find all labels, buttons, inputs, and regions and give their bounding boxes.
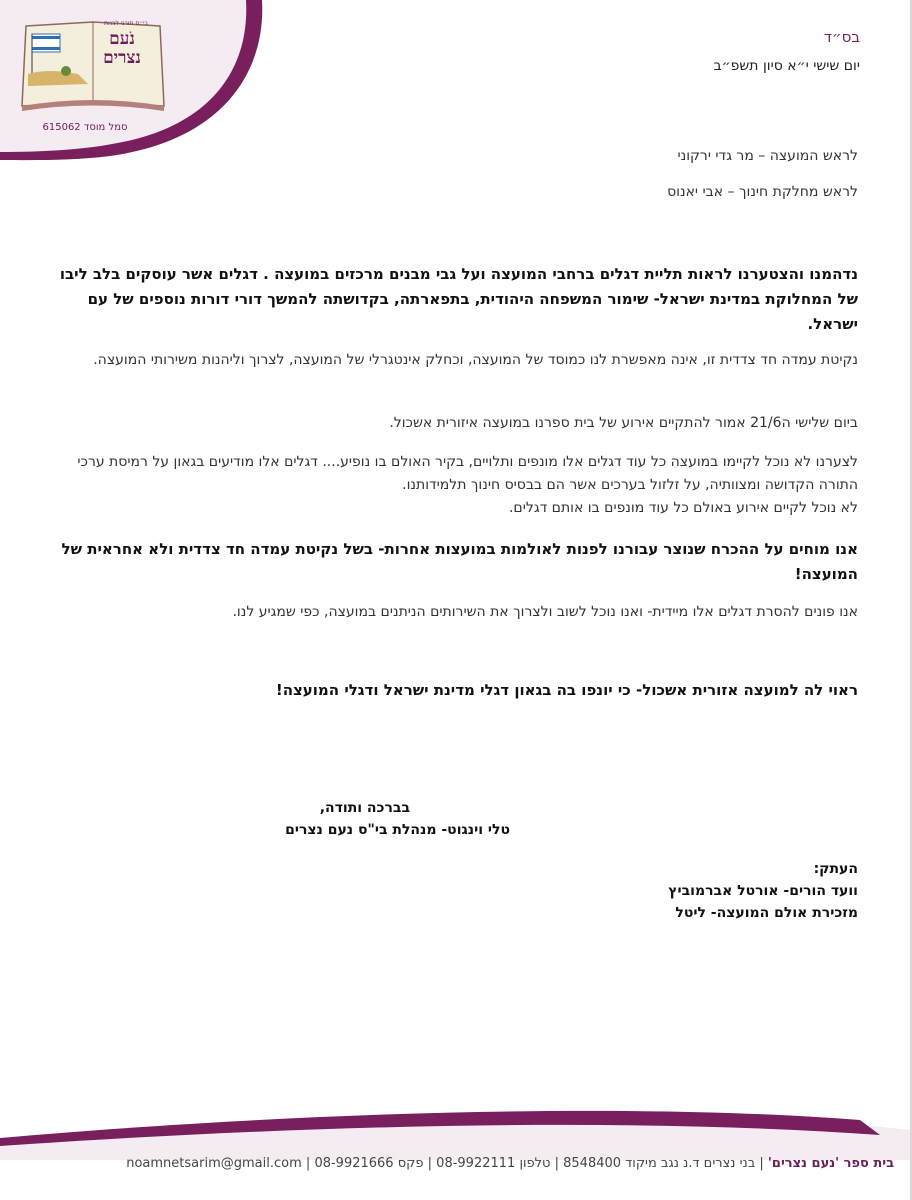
footer-curve-decoration <box>0 1080 912 1160</box>
logo-small-text: בי״ס תורני לבנות <box>104 20 148 27</box>
footer-fax: פקס 08-9921666 <box>314 1156 424 1171</box>
body-paragraph-4: לצערנו לא נוכל לקיימו במועצה כל עוד דגלים אלו מונפים ותלויים, בקיר האולם בו נופיע.... דגלים אלו מודיעים בגאון על רמיסת ערכי התורה הקדושה ומצוותיה, על זלזול בערכים אשר הם בבסיס חינוך תלמידותנו. <box>77 454 858 493</box>
footer-address: בני נצרים ד.נ נגב מיקוד 8548400 <box>563 1156 756 1171</box>
cc-item: וועד הורים- אורטל אברמוביץ <box>668 883 858 899</box>
footer-separator: | <box>305 1156 311 1171</box>
closing-blessing: בברכה ותודה, <box>319 800 410 816</box>
letter-date: יום שישי י״א סיון תשפ״ב <box>713 58 860 74</box>
bsd-heading: בס״ד <box>823 28 860 46</box>
footer-school-name: בית ספר 'נעם נצרים' <box>767 1156 894 1171</box>
logo-school-name <box>86 30 158 68</box>
logo-name-line2: נצרים <box>103 48 141 68</box>
cc-title: העתק: <box>813 861 858 877</box>
logo-name-line1: נֹעם <box>109 29 135 49</box>
body-paragraph-8: ראוי לה למועצה אזורית אשכול- כי יונפו בה בגאון דגלי מדינת ישראל ודגלי המועצה! <box>275 681 858 699</box>
body-paragraph-6: אנו מוחים על ההכרח שנוצר עבורנו לפנות לאולמות במועצות אחרות- בשל נקיטת עמדה חד צדדית ולא אחראית של המועצה! <box>61 540 858 583</box>
recipient-line: לראש מחלקת חינוך – אבי יאנוס <box>667 184 858 200</box>
footer-separator: | <box>427 1156 433 1171</box>
institution-number: סמל מוסד 615062 <box>42 122 128 133</box>
footer-contact-line <box>0 1156 912 1182</box>
signature-line: טלי וינגוט- מנהלת בי"ס נעם נצרים <box>285 822 510 838</box>
footer-email[interactable]: noamnetsarim@gmail.com <box>126 1156 302 1171</box>
footer-separator: | <box>759 1156 764 1171</box>
body-paragraph-5: לא נוכל לקיים אירוע באולם כל עוד מונפים בו אותם דגלים. <box>508 500 858 516</box>
body-paragraph-2: נקיטת עמדה חד צדדית זו, אינה מאפשרת לנו כמוסד של המועצה, וכחלק אינטגרלי של המועצה, לצרוך וליהנות משירותי המועצה. <box>93 352 858 368</box>
body-paragraph-1: נדהמנו והצטערנו לראות תליית דגלים ברחבי המועצה ועל גבי מבנים מרכזים במועצה . דגלים אשר עוסקים בלב ליבו של המחלוקת במדינת ישראל- שימור המשפחה היהודית, בתפארתה, בקדושתה להמשך דורי דורות נוספים של עם ישראל. <box>59 265 858 333</box>
cc-item: מזכירת אולם המועצה- ליטל <box>675 905 858 921</box>
body-paragraph-7: אנו פונים להסרת דגלים אלו מיידית- ואנו נוכל לשוב ולצרוך את השירותים הניתנים במועצה, כפי שמגיע לנו. <box>232 604 858 620</box>
body-paragraph-3: ביום שלישי ה21/6 אמור להתקיים אירוע של בית ספרנו במועצה איזורית אשכול. <box>389 415 858 431</box>
footer-separator: | <box>554 1156 559 1171</box>
recipient-line: לראש המועצה – מר גדי ירקוני <box>677 148 858 164</box>
footer-phone: טלפון 08-9922111 <box>436 1156 551 1171</box>
